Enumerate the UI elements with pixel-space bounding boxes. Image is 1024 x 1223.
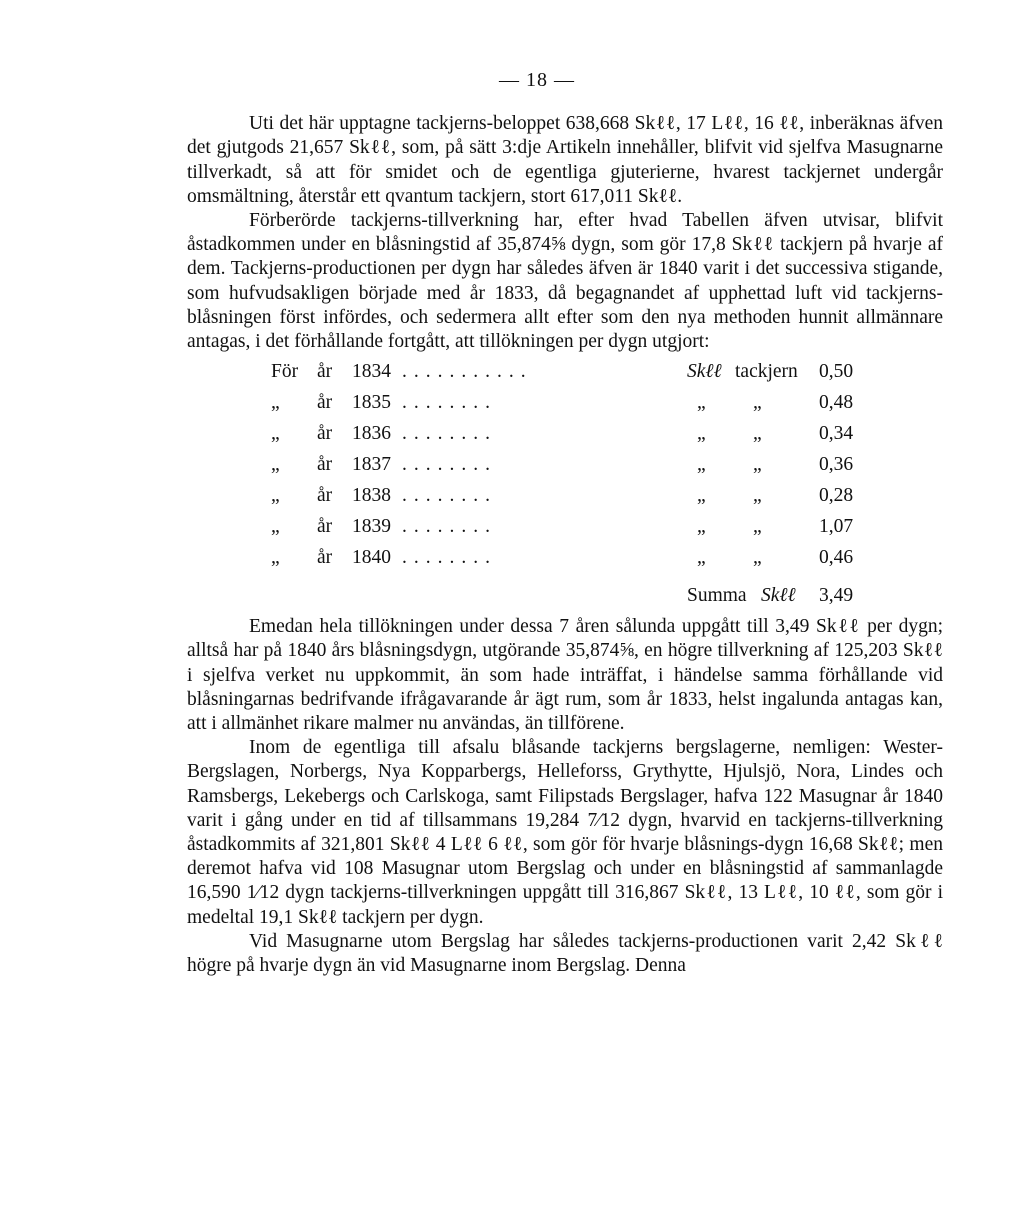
row-ar: år (317, 516, 333, 538)
row-word: „ (753, 454, 762, 476)
row-unit: „ (697, 516, 706, 538)
row-unit: Skℓℓ (687, 361, 722, 383)
row-ar: år (317, 392, 333, 414)
row-prefix: „ (271, 392, 280, 414)
table-row (187, 542, 943, 573)
row-value: 0,46 (819, 547, 854, 569)
row-leader-dots: ........ (402, 454, 497, 476)
row-ar: år (317, 454, 333, 476)
row-ar: år (317, 361, 333, 383)
row-ar: år (317, 423, 333, 445)
row-value: 0,50 (819, 361, 854, 383)
row-prefix: „ (271, 547, 280, 569)
row-word: „ (753, 547, 762, 569)
row-word: „ (753, 392, 762, 414)
row-unit: „ (697, 392, 706, 414)
row-prefix: „ (271, 516, 280, 538)
page-number: — 18 — (499, 69, 575, 91)
row-value: 0,48 (819, 392, 854, 414)
row-word: tackjern (735, 361, 798, 383)
table-row (187, 387, 943, 418)
row-prefix: „ (271, 454, 280, 476)
row-year: 1838 (352, 485, 391, 507)
row-leader-dots: ........ (402, 392, 497, 414)
summa-row (187, 577, 943, 615)
row-year: 1840 (352, 547, 391, 569)
row-unit: „ (697, 485, 706, 507)
row-word: „ (753, 423, 762, 445)
paragraph-4: Inom de egentliga till afsalu blåsande tackjerns bergslagerne, nemligen: Wester-Bergslagen, Norbergs, Nya Kopparbergs, Helleforss, Grythytte, Hjulsjö, Nora, Lindes och Ramsbergs, Lekebergs och Carlskoga, samt Filipstads Bergslager, hafva 122 Masugnar år 1840 varit i gång under en tid af tillsammans 19,284 7⁄12 dygn, hvarvid en tackjerns-tillverkning åstadkommits af 321,801 Skℓℓ 4 Lℓℓ 6 ℓℓ, som gör för hvarje blåsnings-dygn 16,68 Skℓℓ; men deremot hafva vid 108 Masugnar utom Bergslag och under en blåsningstid af sammanlagde 16,590 1⁄12 dygn tackjerns-tillverkningen uppgått till 316,867 Skℓℓ, 13 Lℓℓ, 10 ℓℓ, som gör i medeltal 19,1 Skℓℓ tackjern per dygn. (187, 737, 943, 928)
row-leader-dots: ........ (402, 423, 497, 445)
table-row (187, 356, 943, 387)
row-leader-dots: ........ (402, 516, 497, 538)
paragraph-5: Vid Masugnarne utom Bergslag har således tackjerns-productionen varit 2,42 Skℓℓ högre på hvarje dygn än vid Masugnarne inom Bergslag. Denna (187, 930, 943, 977)
row-leader-dots: ........ (402, 547, 497, 569)
row-value: 0,28 (819, 485, 854, 507)
paragraph-3: Emedan hela tillökningen under dessa 7 åren sålunda uppgått till 3,49 Skℓℓ per dygn; alltså har på 1840 års blåsningsdygn, utgörande 35,874⅝, en högre tillverkning af 125,203 Skℓℓ i sjelfva verket nu uppkommit, än som hade inträffat, i händelse samma förhållande vid blåsningarnas bedrifvande ifrågavarande år ägt rum, som år 1833, helst ingalunda antagas kan, att i allmänhet rikare malmer nu användas, än tillförene. (187, 616, 943, 735)
row-prefix: För (271, 361, 299, 383)
summa-unit: Skℓℓ (761, 585, 796, 607)
row-leader-dots: ........... (402, 361, 533, 383)
paragraph-1: Uti det här upptagne tackjerns-beloppet 638,668 Skℓℓ, 17 Lℓℓ, 16 ℓℓ, inberäknas äfven det gjutgods 21,657 Skℓℓ, som, på sätt 3:dje Artikeln innehåller, blifvit vid sjelfva Masugnarne tillverkadt, så att för smidet och de egentliga gjuterierne, hvarest tackjernet undergår omsmältning, återstår ett qvantum tackjern, stort 617,011 Skℓℓ. (187, 113, 943, 207)
row-unit: „ (697, 423, 706, 445)
row-year: 1836 (352, 423, 391, 445)
row-word: „ (753, 485, 762, 507)
row-prefix: „ (271, 485, 280, 507)
row-value: 0,34 (819, 423, 854, 445)
paragraph-2: Förberörde tackjerns-tillverkning har, efter hvad Tabellen äfven utvisar, blifvit åstadkommen under en blåsningstid af 35,874⅝ dygn, som gör 17,8 Skℓℓ tackjern på hvarje af dem. Tackjerns-productionen per dygn har således äfven är 1840 varit i det successiva stigande, som hufvudsakligen började med år 1833, då begagnandet af upphettad luft vid tackjerns-blåsningen först infördes, och sedermera allt efter som den nya methoden hunnit allmännare antagas, i det förhållande fortgått, att tillökningen per dygn utgjort: (187, 210, 943, 353)
row-leader-dots: ........ (402, 485, 497, 507)
table-row (187, 449, 943, 480)
row-value: 0,36 (819, 454, 854, 476)
row-unit: „ (697, 454, 706, 476)
row-year: 1839 (352, 516, 391, 538)
document-page (187, 68, 943, 978)
row-ar: år (317, 547, 333, 569)
row-value: 1,07 (819, 516, 854, 538)
row-ar: år (317, 485, 333, 507)
table-row (187, 418, 943, 449)
row-unit: „ (697, 547, 706, 569)
row-prefix: „ (271, 423, 280, 445)
row-word: „ (753, 516, 762, 538)
summa-label: Summa (687, 585, 747, 607)
row-year: 1835 (352, 392, 391, 414)
row-year: 1834 (352, 361, 391, 383)
production-table (187, 356, 943, 573)
summa-value: 3,49 (819, 585, 854, 607)
table-row (187, 480, 943, 511)
row-year: 1837 (352, 454, 391, 476)
table-row (187, 511, 943, 542)
